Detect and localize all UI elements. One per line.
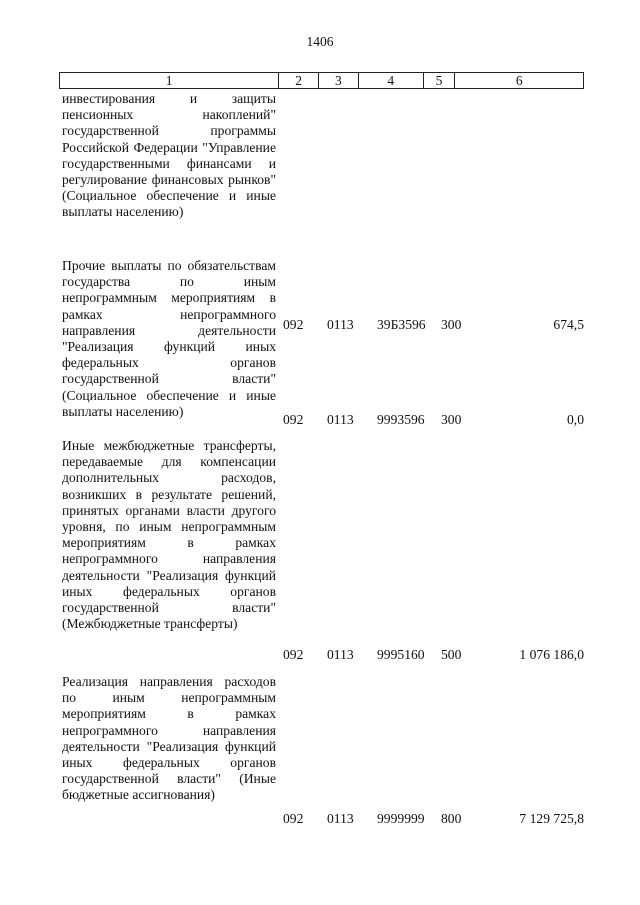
column-header-1: 1	[60, 73, 279, 88]
column-header-6: 6	[515, 73, 523, 88]
target-code: 39Б3596	[377, 317, 426, 332]
target-code: 9999999	[377, 811, 425, 826]
row-description: инвестирования и защиты пенсионных накоплений" государственной программы Российской Федерации "Управление государственными финансами и регулирование финансовых рынков" (Социальное обеспечение и иные выплаты населению)	[62, 91, 276, 220]
table-header	[59, 72, 584, 89]
row-description: Реализация направления расходов по иным непрограммным мероприятиям в рамках непрограммного направления деятельности "Реализация функций иных федеральных органов государственной власти" (Иные бюджетные ассигнования)	[62, 674, 276, 803]
row-description: Прочие выплаты по обязательствам государства по иным непрограммным мероприятиям в рамках непрограммного направления деятельности "Реализация функций иных федеральных органов государственной власти" (Социальное обеспечение и иные выплаты населению)	[62, 258, 276, 419]
section-code: 0113	[327, 811, 354, 826]
admin-code: 092	[283, 811, 304, 826]
amount: 1 076 186,0	[519, 647, 584, 662]
expense-type: 300	[441, 412, 462, 427]
admin-code: 092	[283, 647, 304, 662]
amount: 7 129 725,8	[519, 811, 584, 826]
amount: 0,0	[567, 412, 584, 427]
expense-type: 500	[441, 647, 462, 662]
row-values	[59, 411, 584, 428]
admin-code: 092	[283, 412, 304, 427]
column-header-3: 3	[319, 73, 359, 88]
target-code: 9993596	[377, 412, 425, 427]
section-code: 0113	[327, 317, 354, 332]
row-values	[59, 810, 584, 827]
admin-code: 092	[283, 317, 304, 332]
section-code: 0113	[327, 412, 354, 427]
column-header-5: 5	[424, 73, 456, 88]
expense-type: 800	[441, 811, 462, 826]
row-description: Иные межбюджетные трансферты, передаваемые для компенсации дополнительных расходов, возникших в результате решений, принятых органами власти другого уровня, по иным непрограммным мероприятиям в рамках непрограммного направления деятельности "Реализация функций иных федеральных органов государственной власти" (Межбюджетные трансферты)	[62, 438, 276, 632]
target-code: 9995160	[377, 647, 425, 662]
column-header-2: 2	[279, 73, 319, 88]
row-values	[59, 646, 584, 663]
page-number: 1406	[306, 34, 334, 49]
expense-type: 300	[441, 317, 462, 332]
column-header-4: 4	[359, 73, 424, 88]
amount: 674,5	[553, 317, 584, 332]
section-code: 0113	[327, 647, 354, 662]
